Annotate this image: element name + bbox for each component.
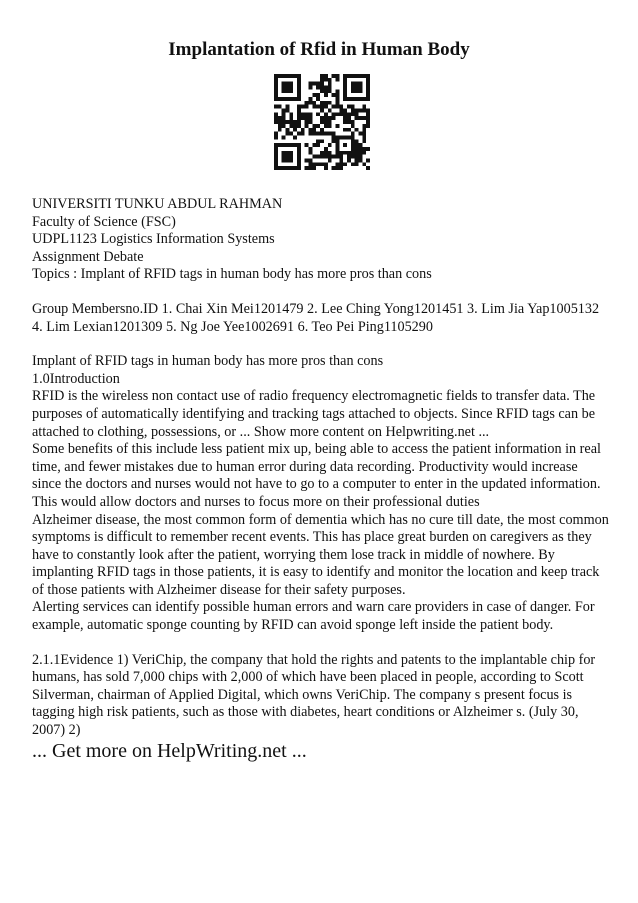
header-line: UDPL1123 Logistics Information Systems (32, 231, 275, 248)
body-paragraph: RFID is the wireless non contact use of radio frequency electromagnetic fields to transfer data. The purposes of automatically identifying and tracking tags attached to objects. Since RFID tags can be attached to clothing, possessions, or ... Show more content on Helpwriting.net ... (32, 388, 596, 440)
body-paragraph: Alzheimer disease, the most common form of dementia which has no cure till date, the most common symptoms is difficult to remember recent events. This has place great burden on caregivers as they have to constantly look after the patient, worrying them lose track in middle of nowhere. By implanting RFID tags in those patients, it is easy to identify and monitor the location and keep track of those patients with Alzheimer disease for their safety purposes. (32, 511, 609, 598)
page-title: Implantation of Rfid in Human Body (168, 39, 470, 60)
header-line: UNIVERSITI TUNKU ABDUL RAHMAN (32, 196, 283, 212)
body-paragraph: Implant of RFID tags in human body has more pros than cons (32, 353, 384, 370)
document-body (32, 196, 610, 740)
get-more-link[interactable]: ... Get more on HelpWriting.net ... (32, 740, 307, 762)
group-members: Group Membersno.ID 1. Chai Xin Mei1201479 2. Lee Ching Yong1201451 3. Lim Jia Yap1005132 4. Lim Lexian1201309 5. Ng Joe Yee1002691 6. Teo Pei Ping1105290 (32, 300, 600, 335)
header-line: Assignment Debate (32, 248, 144, 265)
header-line: Faculty of Science (FSC) (32, 213, 176, 230)
qr-code-icon (274, 74, 370, 170)
body-paragraph: 1.0Introduction (32, 370, 120, 387)
evidence-paragraph: 2.1.1Evidence 1) VeriChip, the company that hold the rights and patents to the implantable chip for humans, has sold 7,000 chips with 2,000 of which have been placed in people, according to Scott Silverman, chairman of Applied Digital, which owns VeriChip. The company s present focus is tagging high risk patients, such as those with diabetes, heart conditions or Alzheimer s. (July 30, 2007) 2) (32, 651, 596, 739)
header-line: Topics : Implant of RFID tags in human body has more pros than cons (32, 266, 432, 283)
body-paragraph: Alerting services can identify possible human errors and warn care providers in case of danger. For example, automatic sponge counting by RFID can avoid sponge left inside the patient body. (32, 599, 595, 634)
body-paragraph: Some benefits of this include less patient mix up, being able to access the patient information in real time, and fewer mistakes due to human error during data recording. Productivity would increase since the doctors and nurses would not have to go to a computer to enter in the updated information. This would allow doctors and nurses to focus more on their professional duties (32, 441, 601, 510)
